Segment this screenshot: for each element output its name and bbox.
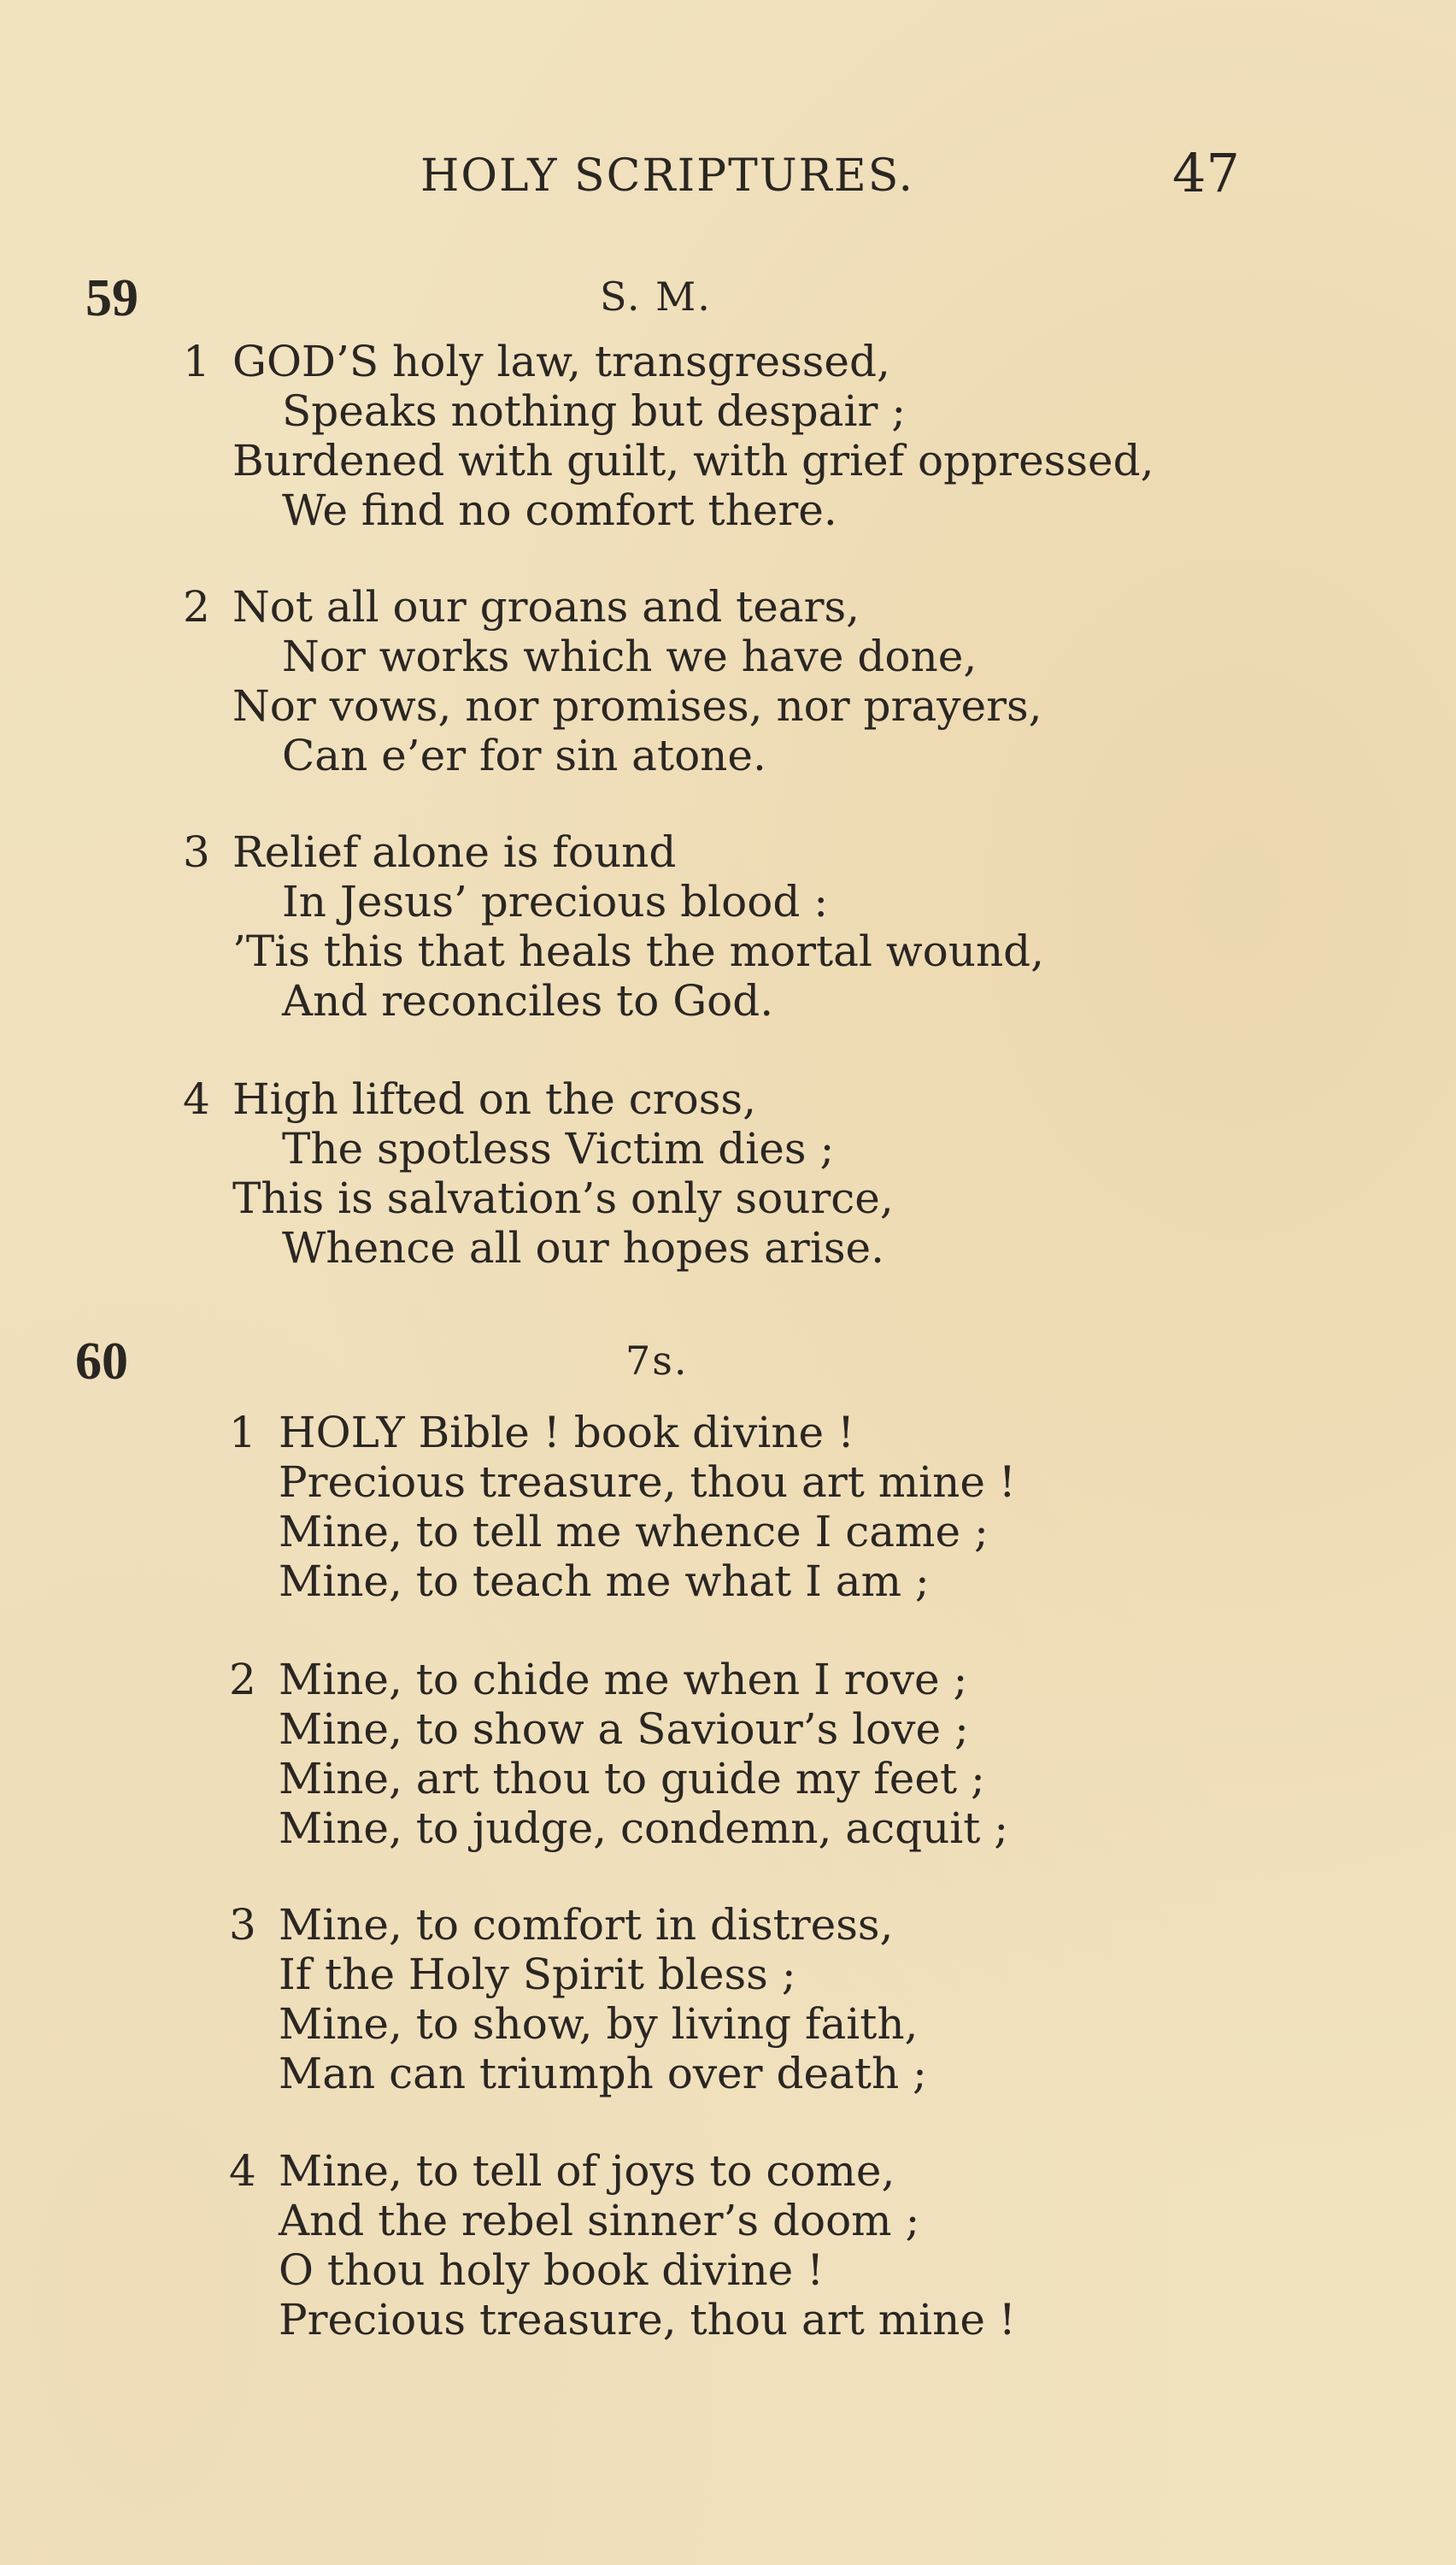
verse-line: Whence all our hopes arise. bbox=[282, 1223, 884, 1273]
verse-line: Mine, to comfort in distress, bbox=[279, 1900, 894, 1950]
hymn-number: 60 bbox=[75, 1333, 128, 1391]
verse-line: In Jesus’ precious blood : bbox=[282, 877, 829, 927]
hymn-meter: S. M. bbox=[600, 274, 712, 320]
verse-line: Precious treasure, thou art mine ! bbox=[279, 2295, 1016, 2344]
verse-line: GOD’S holy law, transgressed, bbox=[232, 337, 890, 386]
verse-number: 1 bbox=[229, 1408, 256, 1457]
verse-line: Mine, to teach me what I am ; bbox=[279, 1556, 930, 1606]
verse-line: Mine, to show, by living faith, bbox=[279, 1999, 919, 2049]
running-head: HOLY SCRIPTURES. bbox=[420, 150, 915, 202]
verse-line: Precious treasure, thou art mine ! bbox=[279, 1457, 1016, 1507]
hymn-number: 59 bbox=[85, 269, 138, 327]
verse-line: Burdened with guilt, with grief oppressed, bbox=[232, 436, 1154, 485]
verse-line: And reconciles to God. bbox=[282, 976, 774, 1026]
verse-line: The spotless Victim dies ; bbox=[282, 1124, 835, 1174]
verse-number: 2 bbox=[183, 582, 210, 632]
verse-line: High lifted on the cross, bbox=[232, 1074, 756, 1124]
verse-line: This is salvation’s only source, bbox=[232, 1174, 894, 1223]
verse-line: Not all our groans and tears, bbox=[232, 582, 860, 632]
verse-line: And the rebel sinner’s doom ; bbox=[279, 2196, 920, 2245]
verse-number: 3 bbox=[183, 827, 210, 877]
verse-number: 3 bbox=[229, 1900, 256, 1950]
verse-line: Relief alone is found bbox=[232, 827, 677, 877]
verse-number: 4 bbox=[183, 1074, 210, 1124]
verse-line: Man can triumph over death ; bbox=[279, 2049, 927, 2098]
verse-number: 1 bbox=[183, 337, 210, 386]
verse-number: 4 bbox=[229, 2146, 256, 2196]
verse-line: Mine, to tell me whence I came ; bbox=[279, 1507, 989, 1556]
verse-number: 2 bbox=[229, 1655, 256, 1704]
verse-line: Can e’er for sin atone. bbox=[282, 731, 766, 780]
verse-line: Nor vows, nor promises, nor prayers, bbox=[232, 681, 1042, 731]
verse-line: Mine, to chide me when I rove ; bbox=[279, 1655, 968, 1704]
verse-line: ’Tis this that heals the mortal wound, bbox=[232, 927, 1045, 976]
verse-line: If the Holy Spirit bless ; bbox=[279, 1950, 796, 1999]
verse-line: HOLY Bible ! book divine ! bbox=[279, 1408, 855, 1457]
verse-line: O thou holy book divine ! bbox=[279, 2245, 825, 2295]
verse-line: Mine, to tell of joys to come, bbox=[279, 2146, 895, 2196]
verse-line: Mine, to show a Saviour’s love ; bbox=[279, 1704, 969, 1754]
verse-line: Mine, art thou to guide my feet ; bbox=[279, 1754, 985, 1803]
verse-line: Nor works which we have done, bbox=[282, 632, 978, 681]
page-number: 47 bbox=[1172, 142, 1240, 204]
verse-line: Mine, to judge, condemn, acquit ; bbox=[279, 1803, 1009, 1853]
verse-line: Speaks nothing but despair ; bbox=[282, 386, 907, 436]
hymn-meter: 7s. bbox=[625, 1338, 689, 1384]
verse-line: We find no comfort there. bbox=[282, 485, 837, 535]
